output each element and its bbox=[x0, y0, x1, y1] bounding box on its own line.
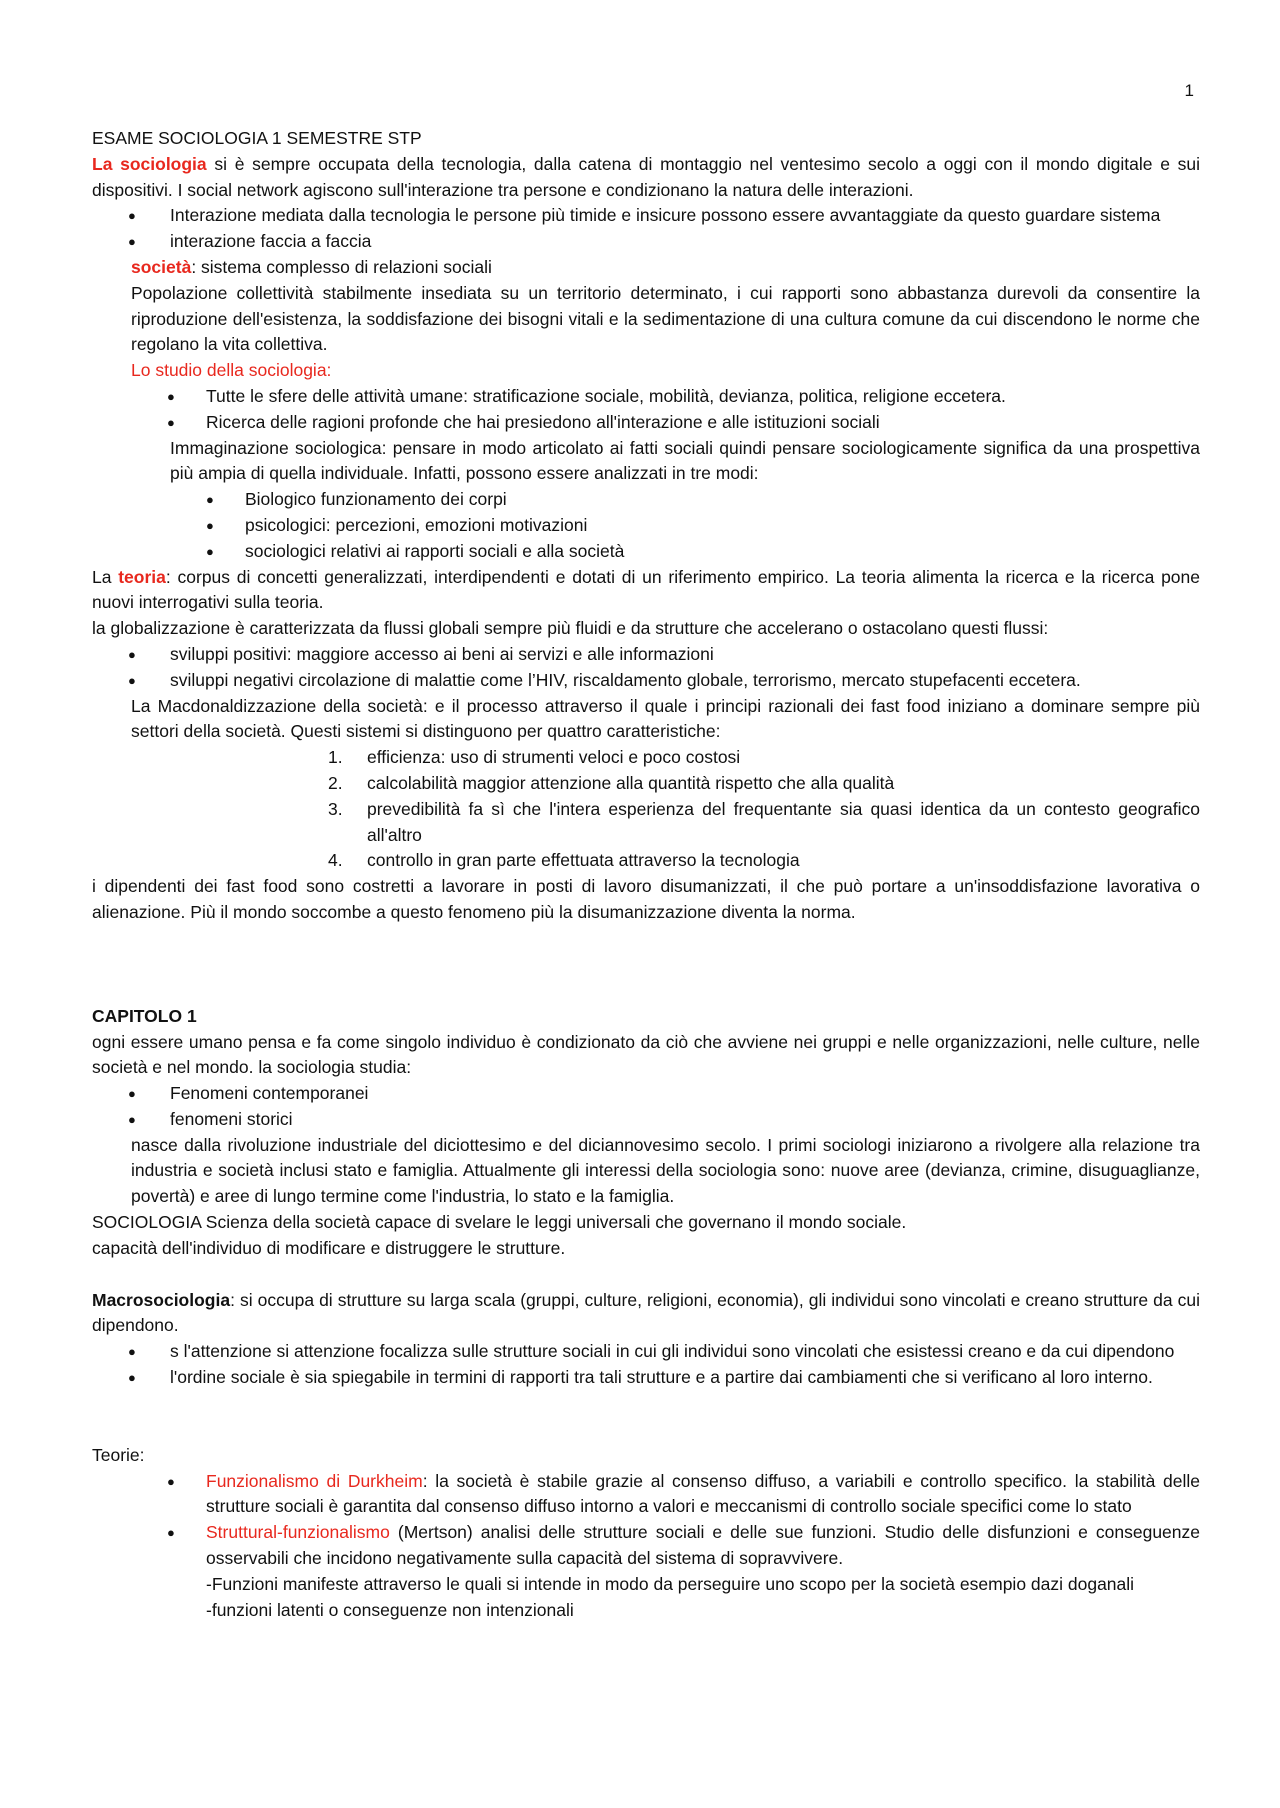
item-number: 1. bbox=[328, 747, 343, 768]
teoria-pre: La bbox=[92, 566, 119, 587]
teoria-paragraph bbox=[92, 565, 1200, 617]
societa-term: società bbox=[131, 256, 192, 277]
dipendenti-paragraph: i dipendenti dei fast food sono costretti a lavorare in posti di lavoro disumanizzati, il che può portare a un'insoddisfazione lavorativa o alienazione. Più il mondo soccombe a questo fenomeno più la disumanizzazione diventa la norma. bbox=[92, 876, 1200, 922]
popolazione-paragraph: Popolazione collettività stabilmente insediata su un territorio determinato, i cui rapporti sono abbastanza durevoli da consentire la riproduzione dell'esistenza, la soddisfazione dei bisogni vitali e la sedimentazione di una cultura comune da cui discendono le norme che regolano la vita collettiva. bbox=[131, 282, 1200, 355]
document-body bbox=[92, 126, 1200, 1623]
document-header: ESAME SOCIOLOGIA 1 SEMESTRE STP bbox=[92, 128, 422, 148]
societa-text: : sistema complesso di relazioni sociali bbox=[191, 256, 492, 277]
list-item: ● fenomeni storici bbox=[92, 1107, 1200, 1133]
teoria-sub: -funzioni latenti o conseguenze non intenzionali bbox=[206, 1599, 574, 1620]
modi-list bbox=[92, 487, 1200, 564]
teorie-list bbox=[92, 1469, 1200, 1624]
teoria-desc: (Mertson) analisi delle strutture sociali e delle sue funzioni. Studio delle disfunzioni e conseguenze osservabili che incidono negativamente sulla capacità del sistema di sopravvivere. bbox=[206, 1522, 1200, 1569]
item-text: controllo in gran parte effettuata attraverso la tecnologia bbox=[367, 850, 800, 871]
list-item: ● psicologici: percezioni, emozioni motivazioni bbox=[92, 513, 1200, 539]
studio-list bbox=[92, 384, 1200, 436]
list-item: ● sviluppi positivi: maggiore accesso ai beni ai servizi e alle informazioni bbox=[92, 642, 1200, 668]
list-item: ● sviluppi negativi circolazione di malattie come l’HIV, riscaldamento globale, terrorismo, mercato stupefacenti eccetera. bbox=[92, 668, 1200, 694]
list-item: ● Interazione mediata dalla tecnologia le persone più timide e insicure possono essere avvantaggiate da questo guardare sistema bbox=[92, 203, 1200, 229]
macrosociologia-paragraph bbox=[92, 1288, 1200, 1340]
list-item: ● interazione faccia a faccia bbox=[92, 229, 1200, 255]
sviluppi-list bbox=[92, 642, 1200, 694]
teoria-desc: : la società è stabile grazie al consenso diffuso, a variabili e controllo specifico. la stabilità delle strutture sociali è garantita dal consenso diffuso intorno a valori e meccanismi di controllo sociale specifici come lo stato bbox=[206, 1470, 1200, 1517]
macdonald-paragraph: La Macdonaldizzazione della società: e il processo attraverso il quale i principi razionali dei fast food iniziano a dominare sempre più settori della società. Questi sistemi si distinguono per quattro caratteristiche: bbox=[131, 695, 1200, 742]
item-text: efficienza: uso di strumenti veloci e poco costosi bbox=[367, 747, 741, 768]
studio-title: Lo studio della sociologia: bbox=[131, 360, 332, 381]
capacita-paragraph: capacità dell'individuo di modificare e distruggere le strutture. bbox=[92, 1237, 566, 1258]
intro-paragraph bbox=[92, 152, 1200, 204]
page-number: 1 bbox=[1184, 81, 1194, 100]
globalizzazione-paragraph: la globalizzazione è caratterizzata da flussi globali sempre più fluidi e da strutture che accelerano o ostacolano questi flussi: bbox=[92, 618, 1049, 639]
item-number: 4. bbox=[328, 850, 343, 871]
chapter-intro: ogni essere umano pensa e fa come singolo individuo è condizionato da ciò che avviene nei gruppi e nelle organizzazioni, nelle culture, nelle società e nel mondo. la sociologia studia: bbox=[92, 1031, 1200, 1078]
fenomeni-list bbox=[92, 1081, 1200, 1133]
intro-term: La sociologia bbox=[92, 153, 207, 174]
teoria-text: : corpus di concetti generalizzati, interdipendenti e dotati di un riferimento empirico. La teoria alimenta la ricerca e la ricerca pone nuovi interrogativi sulla teoria. bbox=[92, 566, 1200, 613]
list-item: ● s l'attenzione si attenzione focalizza sulle strutture sociali in cui gli individui sono vincolati che esistessi creano e da cui dipendono bbox=[92, 1339, 1200, 1365]
list-item: ● sociologici relativi ai rapporti sociali e alla società bbox=[92, 539, 1200, 565]
teorie-label: Teorie: bbox=[92, 1444, 145, 1465]
teoria-term: teoria bbox=[118, 566, 166, 587]
macro-term: Macrosociologia bbox=[92, 1289, 231, 1310]
list-item bbox=[92, 1520, 1200, 1623]
list-item: ● l'ordine sociale è sia spiegabile in termini di rapporti tra tali strutture e a partire dai cambiamenti che si verificano al loro interno. bbox=[92, 1365, 1200, 1391]
list-item: ● Biologico funzionamento dei corpi bbox=[92, 487, 1200, 513]
item-text: prevedibilità fa sì che l'intera esperienza del frequentante sia quasi identica da un contesto geografico all'altro bbox=[367, 798, 1200, 845]
intro-text: si è sempre occupata della tecnologia, dalla catena di montaggio nel ventesimo secolo a oggi con il mondo digitale e sui dispositivi. I social network agiscono sull'interazione tra persone e condizionano la natura delle interazioni. bbox=[92, 153, 1201, 200]
teoria-name: Funzionalismo di Durkheim bbox=[206, 1470, 423, 1491]
teoria-name: Struttural-funzionalismo bbox=[206, 1522, 390, 1543]
nasce-paragraph: nasce dalla rivoluzione industriale del diciottesimo e del diciannovesimo secolo. I primi sociologi iniziarono a rivolgere alla relazione tra industria e società inclusi stato e famiglia. Attualmente gli interessi della sociologia sono: nuove aree (devianza, crimine, disuguaglianze, povertà) e aree di lungo termine come l'industria, lo stato e la famiglia. bbox=[131, 1134, 1200, 1207]
societa-definition bbox=[92, 255, 1200, 281]
caratteristiche-list bbox=[92, 745, 1200, 874]
macro-text: : si occupa di strutture su larga scala (gruppi, culture, religioni, economia), gli individui sono vincolati e creano strutture da cui dipendono. bbox=[92, 1289, 1200, 1336]
sociologia-definition: SOCIOLOGIA Scienza della società capace di svelare le leggi universali che governano il mondo sociale. bbox=[92, 1212, 907, 1233]
item-number: 2. bbox=[328, 772, 343, 793]
list-item bbox=[92, 771, 1200, 797]
list-item bbox=[92, 848, 1200, 874]
list-item: ● Tutte le sfere delle attività umane: stratificazione sociale, mobilità, devianza, politica, religione eccetera. bbox=[92, 384, 1200, 410]
list-item bbox=[92, 1469, 1200, 1521]
interazioni-list bbox=[92, 203, 1200, 255]
immaginazione-paragraph: Immaginazione sociologica: pensare in modo articolato ai fatti sociali quindi pensare sociologicamente significa da una prospettiva più ampia di quella individuale. Infatti, possono essere analizzati in tre modi: bbox=[170, 437, 1200, 484]
item-text: calcolabilità maggior attenzione alla quantità rispetto che alla qualità bbox=[367, 772, 895, 793]
list-item: ● Fenomeni contemporanei bbox=[92, 1081, 1200, 1107]
teoria-sub: -Funzioni manifeste attraverso le quali si intende in modo da perseguire uno scopo per la società esempio dazi doganali bbox=[206, 1573, 1135, 1594]
list-item bbox=[92, 745, 1200, 771]
list-item: ● Ricerca delle ragioni profonde che hai presiedono all'interazione e alle istituzioni sociali bbox=[92, 410, 1200, 436]
list-item bbox=[92, 797, 1200, 849]
item-number: 3. bbox=[328, 798, 343, 819]
macro-list bbox=[92, 1339, 1200, 1391]
chapter-heading: CAPITOLO 1 bbox=[92, 1005, 197, 1026]
